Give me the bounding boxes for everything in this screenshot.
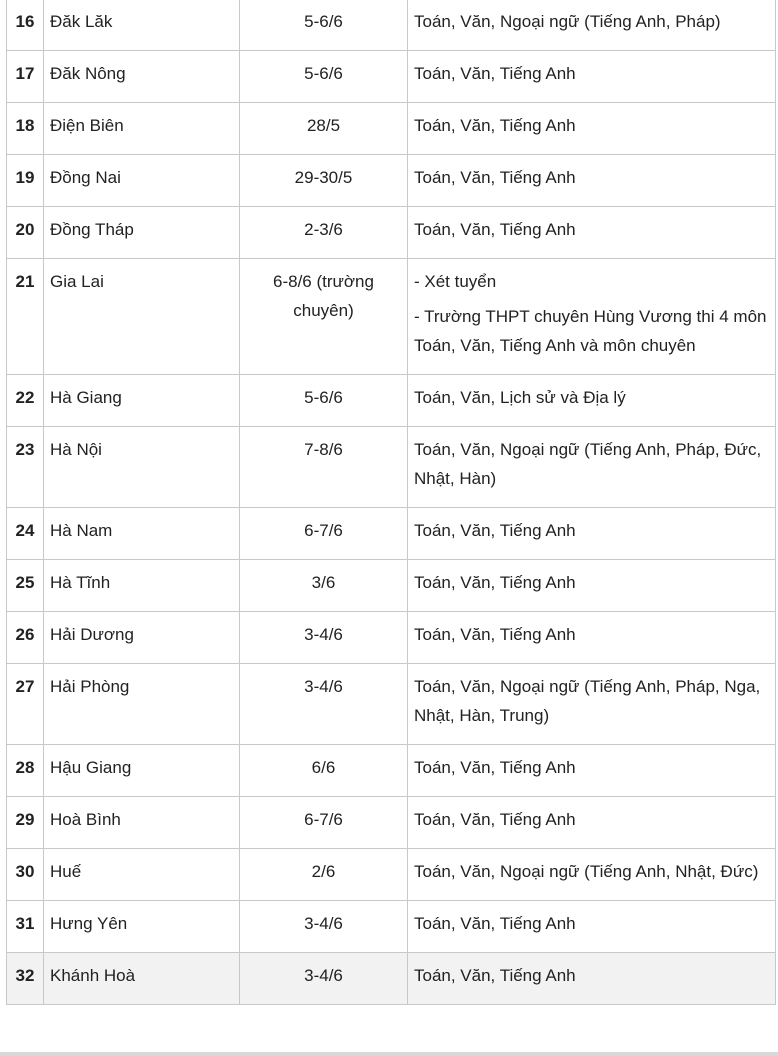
subjects-line: - Xét tuyển	[414, 272, 497, 291]
province-cell: Điện Biên	[44, 103, 240, 155]
row-number: 29	[7, 797, 44, 849]
subjects-line: Toán, Văn, Tiếng Anh	[414, 625, 576, 644]
province-cell: Hải Phòng	[44, 664, 240, 745]
exam-date-cell: 2/6	[240, 849, 408, 901]
province-cell: Đăk Lăk	[44, 0, 240, 51]
province-cell: Đồng Nai	[44, 155, 240, 207]
row-number: 26	[7, 612, 44, 664]
table-row	[7, 155, 776, 207]
exam-date-cell: 3-4/6	[240, 664, 408, 745]
table-row	[7, 508, 776, 560]
subjects-cell	[408, 427, 776, 508]
exam-date-cell: 6-7/6	[240, 797, 408, 849]
subjects-line: Toán, Văn, Tiếng Anh	[414, 64, 576, 83]
subjects-cell	[408, 508, 776, 560]
province-cell: Đăk Nông	[44, 51, 240, 103]
row-number: 30	[7, 849, 44, 901]
row-number: 32	[7, 953, 44, 1005]
exam-date-cell: 5-6/6	[240, 0, 408, 51]
province-cell: Hà Nội	[44, 427, 240, 508]
province-cell: Đồng Tháp	[44, 207, 240, 259]
row-number: 19	[7, 155, 44, 207]
subjects-cell	[408, 953, 776, 1005]
province-cell: Gia Lai	[44, 259, 240, 375]
table-body	[7, 0, 776, 1005]
subjects-line: Toán, Văn, Tiếng Anh	[414, 758, 576, 777]
province-cell: Hoà Bình	[44, 797, 240, 849]
exam-date-cell: 3-4/6	[240, 901, 408, 953]
exam-date-cell: 6-7/6	[240, 508, 408, 560]
subjects-cell	[408, 612, 776, 664]
subjects-cell	[408, 849, 776, 901]
province-cell: Hậu Giang	[44, 745, 240, 797]
exam-date-cell: 28/5	[240, 103, 408, 155]
subjects-cell	[408, 51, 776, 103]
subjects-line: Toán, Văn, Lịch sử và Địa lý	[414, 388, 626, 407]
exam-date-cell: 6-8/6 (trường chuyên)	[240, 259, 408, 375]
subjects-line: Toán, Văn, Tiếng Anh	[414, 810, 576, 829]
row-number: 21	[7, 259, 44, 375]
table-row	[7, 953, 776, 1005]
table-row	[7, 901, 776, 953]
table-row	[7, 849, 776, 901]
row-number: 17	[7, 51, 44, 103]
row-number: 28	[7, 745, 44, 797]
subjects-line: Toán, Văn, Ngoại ngữ (Tiếng Anh, Pháp, Nga, Nhật, Hàn, Trung)	[414, 677, 761, 725]
exam-date-cell: 3-4/6	[240, 953, 408, 1005]
row-number: 20	[7, 207, 44, 259]
row-number: 16	[7, 0, 44, 51]
row-number: 22	[7, 375, 44, 427]
subjects-cell	[408, 259, 776, 375]
subjects-cell	[408, 0, 776, 51]
subjects-line: Toán, Văn, Tiếng Anh	[414, 521, 576, 540]
table-row	[7, 745, 776, 797]
subjects-line: Toán, Văn, Tiếng Anh	[414, 116, 576, 135]
row-number: 25	[7, 560, 44, 612]
row-number: 27	[7, 664, 44, 745]
subjects-cell	[408, 797, 776, 849]
table-row	[7, 427, 776, 508]
subjects-cell	[408, 375, 776, 427]
subjects-line: Toán, Văn, Tiếng Anh	[414, 966, 576, 985]
exam-date-cell: 3/6	[240, 560, 408, 612]
subjects-cell	[408, 103, 776, 155]
exam-date-cell: 3-4/6	[240, 612, 408, 664]
province-cell: Huế	[44, 849, 240, 901]
subjects-line: Toán, Văn, Ngoại ngữ (Tiếng Anh, Pháp)	[414, 12, 721, 31]
subjects-cell	[408, 207, 776, 259]
province-cell: Hà Nam	[44, 508, 240, 560]
subjects-line: - Trường THPT chuyên Hùng Vương thi 4 môn Toán, Văn, Tiếng Anh và môn chuyên	[414, 307, 767, 355]
row-number: 24	[7, 508, 44, 560]
table-row	[7, 560, 776, 612]
exam-date-cell: 29-30/5	[240, 155, 408, 207]
subjects-cell	[408, 664, 776, 745]
bottom-divider	[0, 1052, 778, 1056]
subjects-cell	[408, 901, 776, 953]
province-cell: Hưng Yên	[44, 901, 240, 953]
subjects-cell	[408, 155, 776, 207]
subjects-line: Toán, Văn, Tiếng Anh	[414, 573, 576, 592]
table-row	[7, 51, 776, 103]
exam-date-cell: 7-8/6	[240, 427, 408, 508]
exam-date-cell: 5-6/6	[240, 375, 408, 427]
subjects-line: Toán, Văn, Tiếng Anh	[414, 168, 576, 187]
exam-date-cell: 6/6	[240, 745, 408, 797]
exam-date-cell: 5-6/6	[240, 51, 408, 103]
row-number: 23	[7, 427, 44, 508]
exam-schedule-table	[6, 0, 776, 1005]
table-row	[7, 612, 776, 664]
subjects-line: Toán, Văn, Tiếng Anh	[414, 914, 576, 933]
province-cell: Hà Giang	[44, 375, 240, 427]
table-row	[7, 259, 776, 375]
subjects-line: Toán, Văn, Ngoại ngữ (Tiếng Anh, Pháp, Đức, Nhật, Hàn)	[414, 440, 762, 488]
table-row	[7, 207, 776, 259]
table-row	[7, 664, 776, 745]
row-number: 18	[7, 103, 44, 155]
subjects-line: Toán, Văn, Tiếng Anh	[414, 220, 576, 239]
table-row	[7, 797, 776, 849]
province-cell: Khánh Hoà	[44, 953, 240, 1005]
table-row	[7, 0, 776, 51]
exam-date-cell: 2-3/6	[240, 207, 408, 259]
table-row	[7, 103, 776, 155]
province-cell: Hà Tĩnh	[44, 560, 240, 612]
province-cell: Hải Dương	[44, 612, 240, 664]
table-row	[7, 375, 776, 427]
subjects-cell	[408, 745, 776, 797]
row-number: 31	[7, 901, 44, 953]
subjects-line: Toán, Văn, Ngoại ngữ (Tiếng Anh, Nhật, Đức)	[414, 862, 759, 881]
subjects-cell	[408, 560, 776, 612]
